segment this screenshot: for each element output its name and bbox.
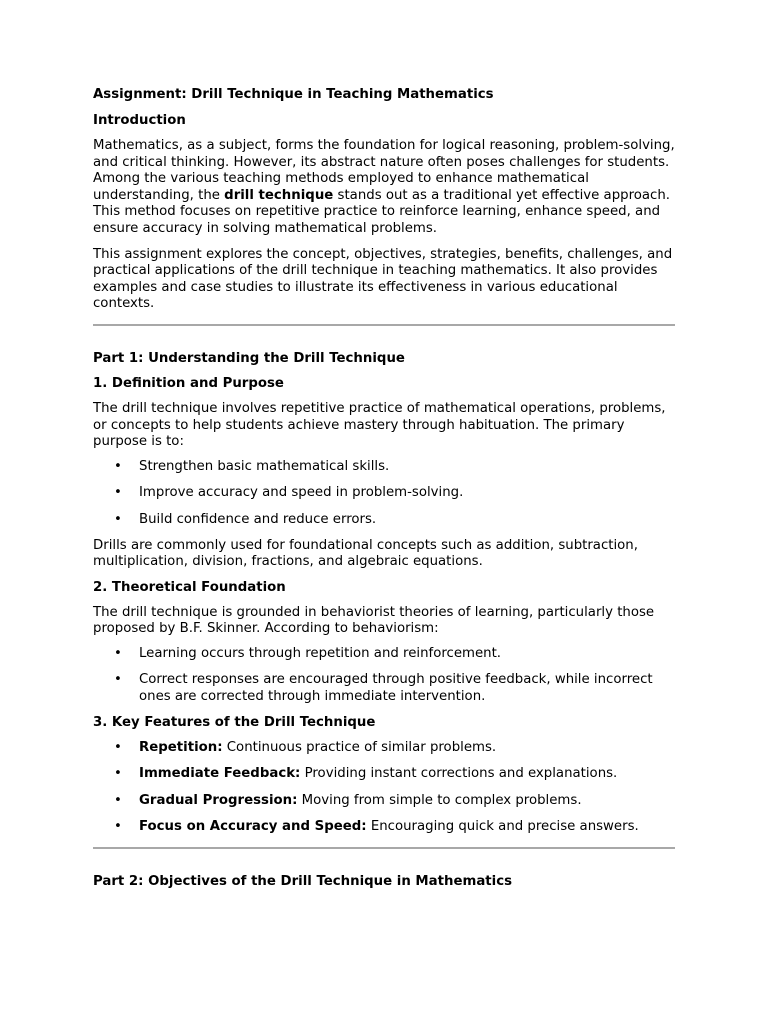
- feature-desc: Continuous practice of similar problems.: [222, 739, 497, 755]
- theory-heading: 2. Theoretical Foundation: [93, 579, 286, 595]
- bullet-icon: •: [114, 766, 122, 782]
- feature-desc: Encouraging quick and precise answers.: [366, 819, 639, 835]
- list-item: [93, 646, 675, 663]
- features-heading: 3. Key Features of the Drill Technique: [93, 714, 376, 730]
- definition-heading: 1. Definition and Purpose: [93, 375, 284, 391]
- list-item-text: Strengthen basic mathematical skills.: [139, 458, 390, 474]
- document-body: [93, 86, 675, 891]
- bullet-icon: •: [114, 792, 122, 808]
- list-item: [93, 672, 675, 705]
- bullet-icon: •: [114, 458, 122, 474]
- assignment-title: Assignment: Drill Technique in Teaching Mathematics: [93, 87, 494, 102]
- theory-list: [93, 646, 675, 706]
- list-item-text: Learning occurs through repetition and reinforcement.: [139, 645, 502, 661]
- bullet-icon: •: [114, 672, 122, 688]
- feature-term: Immediate Feedback:: [139, 766, 301, 782]
- feature-term: Focus on Accuracy and Speed:: [139, 819, 367, 835]
- definition-text: The drill technique involves repetitive practice of mathematical operations, problems, or concepts to help students achieve mastery through habituation. The primary purpose is to:: [93, 400, 666, 450]
- intro-paragraph-1: [93, 138, 675, 238]
- section-divider: [93, 324, 675, 326]
- feature-desc: Providing instant corrections and explanations.: [300, 766, 618, 782]
- purpose-list: [93, 459, 675, 529]
- list-item: [93, 766, 675, 783]
- feature-desc: Moving from simple to complex problems.: [297, 792, 582, 808]
- list-item-text: Build confidence and reduce errors.: [139, 511, 377, 527]
- intro-p1-part-b: stands out as a traditional yet effective approach. This method focuses on repetitive practice to reinforce learning, enhance speed, and ensure accuracy in solving mathematical problems.: [93, 187, 670, 236]
- list-item: [93, 512, 675, 529]
- list-item-text: Correct responses are encouraged through positive feedback, while incorrect ones are corrected through immediate intervention.: [139, 672, 653, 705]
- intro-p1-part-a: Mathematics, as a subject, forms the foundation for logical reasoning, problem-solving, and critical thinking. However, its abstract nature often poses challenges for students. Among the various teaching methods employed to enhance mathematical understanding, the: [93, 138, 675, 203]
- list-item: [93, 740, 675, 757]
- definition-after-text: Drills are commonly used for foundational concepts such as addition, subtraction, multiplication, division, fractions, and algebraic equations.: [93, 537, 638, 570]
- intro-p1-bold-term: drill technique: [224, 187, 334, 203]
- part1-heading: Part 1: Understanding the Drill Technique: [93, 350, 405, 366]
- theory-text: The drill technique is grounded in behaviorist theories of learning, particularly those proposed by B.F. Skinner. According to behaviorism:: [93, 604, 655, 637]
- list-item: [93, 793, 675, 810]
- bullet-icon: •: [114, 645, 122, 661]
- intro-paragraph-2: This assignment explores the concept, objectives, strategies, benefits, challenges, and practical applications of the drill technique in teaching mathematics. It also provides examples and case studies to illustrate its effectiveness in various educational contexts.: [93, 246, 673, 312]
- bullet-icon: •: [114, 739, 122, 755]
- introduction-heading: Introduction: [93, 113, 186, 128]
- feature-term: Gradual Progression:: [139, 792, 298, 808]
- features-list: [93, 740, 675, 836]
- list-item-text: Improve accuracy and speed in problem-solving.: [139, 485, 464, 501]
- list-item: [93, 819, 675, 836]
- bullet-icon: •: [114, 511, 122, 527]
- feature-term: Repetition:: [139, 739, 223, 755]
- list-item: [93, 459, 675, 476]
- bullet-icon: •: [114, 485, 122, 501]
- bullet-icon: •: [114, 819, 122, 835]
- list-item: [93, 485, 675, 502]
- section-divider: [93, 847, 675, 849]
- part2-heading: Part 2: Objectives of the Drill Technique in Mathematics: [93, 874, 513, 890]
